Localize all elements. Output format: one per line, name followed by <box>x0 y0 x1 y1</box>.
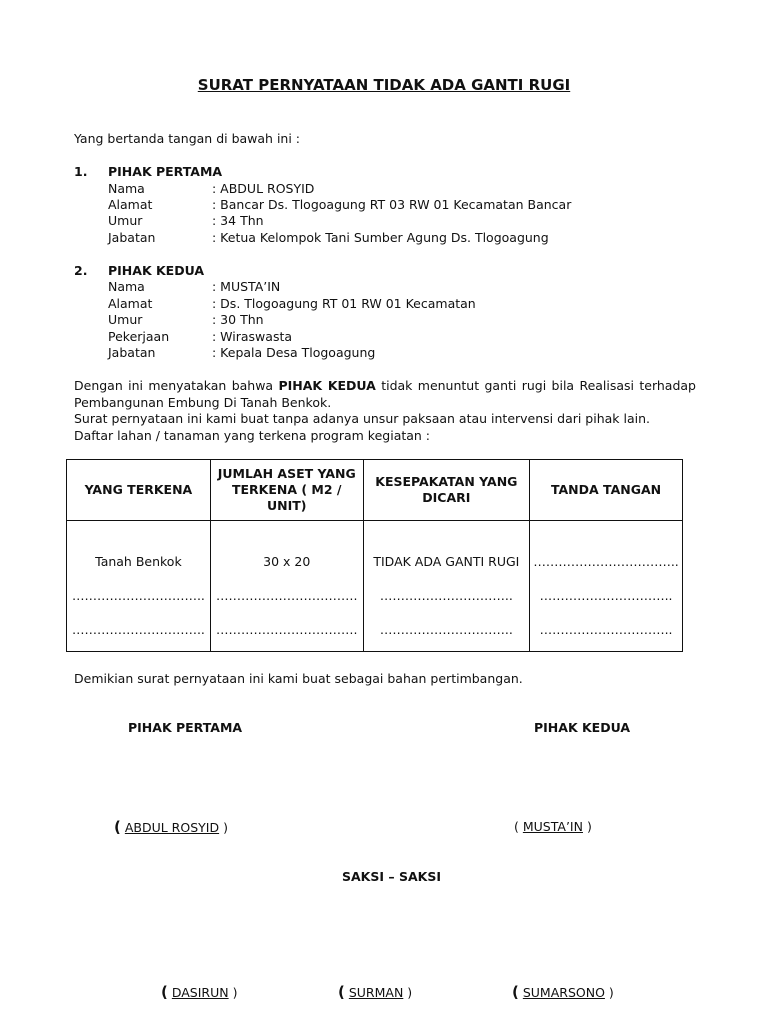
cell-value: ………………………….. <box>379 587 513 603</box>
cell-value: ……………………………. <box>215 587 358 603</box>
signature-pihak-pertama: ( ABDUL ROSYID ) <box>114 818 228 836</box>
saksi-label: SAKSI – SAKSI <box>342 869 441 884</box>
cell-value: 30 x 20 <box>263 553 311 569</box>
table-header-row <box>67 460 683 521</box>
field-value: : 30 Thn <box>212 312 264 327</box>
cell-value: …………………………….. <box>533 553 679 569</box>
field-value: : 34 Thn <box>212 213 264 228</box>
witness-signature: ( SURMAN ) <box>338 983 413 1001</box>
witness-name: SURMAN <box>348 985 404 1000</box>
closing-text: Demikian surat pernyataan ini kami buat sebagai bahan pertimbangan. <box>74 671 523 686</box>
cell-value: ………………………….. <box>539 587 673 603</box>
signature-label-pihak-pertama: PIHAK PERTAMA <box>128 720 243 735</box>
statement-line-3: Daftar lahan / tanaman yang terkena program kegiatan : <box>74 428 431 443</box>
statement-line-2: Surat pernyataan ini kami buat tanpa adanya unsur paksaan atau intervensi dari pihak lain. <box>74 411 651 426</box>
field-value: : ABDUL ROSYID <box>212 181 315 196</box>
cell-value: TIDAK ADA GANTI RUGI <box>373 553 520 569</box>
table-cell <box>530 521 683 652</box>
table-cell <box>363 521 529 652</box>
field-label: Nama <box>108 181 145 196</box>
witness-name: DASIRUN <box>171 985 229 1000</box>
table-header: KESEPAKATAN YANG DICARI <box>363 460 529 521</box>
field-label: Umur <box>108 213 143 228</box>
witness-signature: ( DASIRUN ) <box>161 983 238 1001</box>
field-label: Pekerjaan <box>108 329 170 344</box>
field-label: Nama <box>108 279 145 294</box>
witness-name: SUMARSONO <box>522 985 605 1000</box>
signature-name: ABDUL ROSYID <box>124 820 220 835</box>
cell-value: ………………………….. <box>71 587 205 603</box>
field-value: : Ketua Kelompok Tani Sumber Agung Ds. Tlogoagung <box>212 230 549 245</box>
intro-text: Yang bertanda tangan di bawah ini : <box>74 131 301 146</box>
table-header: TANDA TANGAN <box>530 460 683 521</box>
field-value: : Ds. Tlogoagung RT 01 RW 01 Kecamatan <box>212 296 476 311</box>
field-value: : Kepala Desa Tlogoagung <box>212 345 376 360</box>
cell-value: ………………………….. <box>379 621 513 637</box>
section-number-1: 1. <box>74 164 88 179</box>
document-title: SURAT PERNYATAAN TIDAK ADA GANTI RUGI <box>197 76 571 94</box>
table-cell <box>210 521 363 652</box>
signature-label-pihak-kedua: PIHAK KEDUA <box>534 720 631 735</box>
signature-name: MUSTA’IN <box>522 819 583 834</box>
pihak-pertama-heading: PIHAK PERTAMA <box>108 164 223 179</box>
cell-value: ………………………….. <box>71 621 205 637</box>
table-cell <box>67 521 211 652</box>
pihak-kedua-heading: PIHAK KEDUA <box>108 263 205 278</box>
field-label: Umur <box>108 312 143 327</box>
field-label: Alamat <box>108 197 153 212</box>
land-table <box>66 459 683 652</box>
field-label: Alamat <box>108 296 153 311</box>
signature-pihak-kedua: ( MUSTA’IN ) <box>514 819 592 834</box>
cell-value: ………………………….. <box>539 621 673 637</box>
field-label: Jabatan <box>108 345 156 360</box>
statement-paragraph: Dengan ini menyatakan bahwa PIHAK KEDUA tidak menuntut ganti rugi bila Realisasi terhadap Pembangunan Embung Di Tanah Benkok. <box>74 378 696 410</box>
cell-value: ……………………………. <box>215 621 358 637</box>
field-value: : MUSTA’IN <box>212 279 281 294</box>
section-number-2: 2. <box>74 263 88 278</box>
field-value: : Wiraswasta <box>212 329 293 344</box>
cell-value: Tanah Benkok <box>95 553 182 569</box>
field-label: Jabatan <box>108 230 156 245</box>
field-value: : Bancar Ds. Tlogoagung RT 03 RW 01 Kecamatan Bancar <box>212 197 572 212</box>
witness-signature: ( SUMARSONO ) <box>512 983 614 1001</box>
table-header: JUMLAH ASET YANG TERKENA ( M2 / UNIT) <box>210 460 363 521</box>
table-header: YANG TERKENA <box>67 460 211 521</box>
table-row <box>67 521 683 652</box>
statement-bold: PIHAK KEDUA <box>278 378 376 393</box>
